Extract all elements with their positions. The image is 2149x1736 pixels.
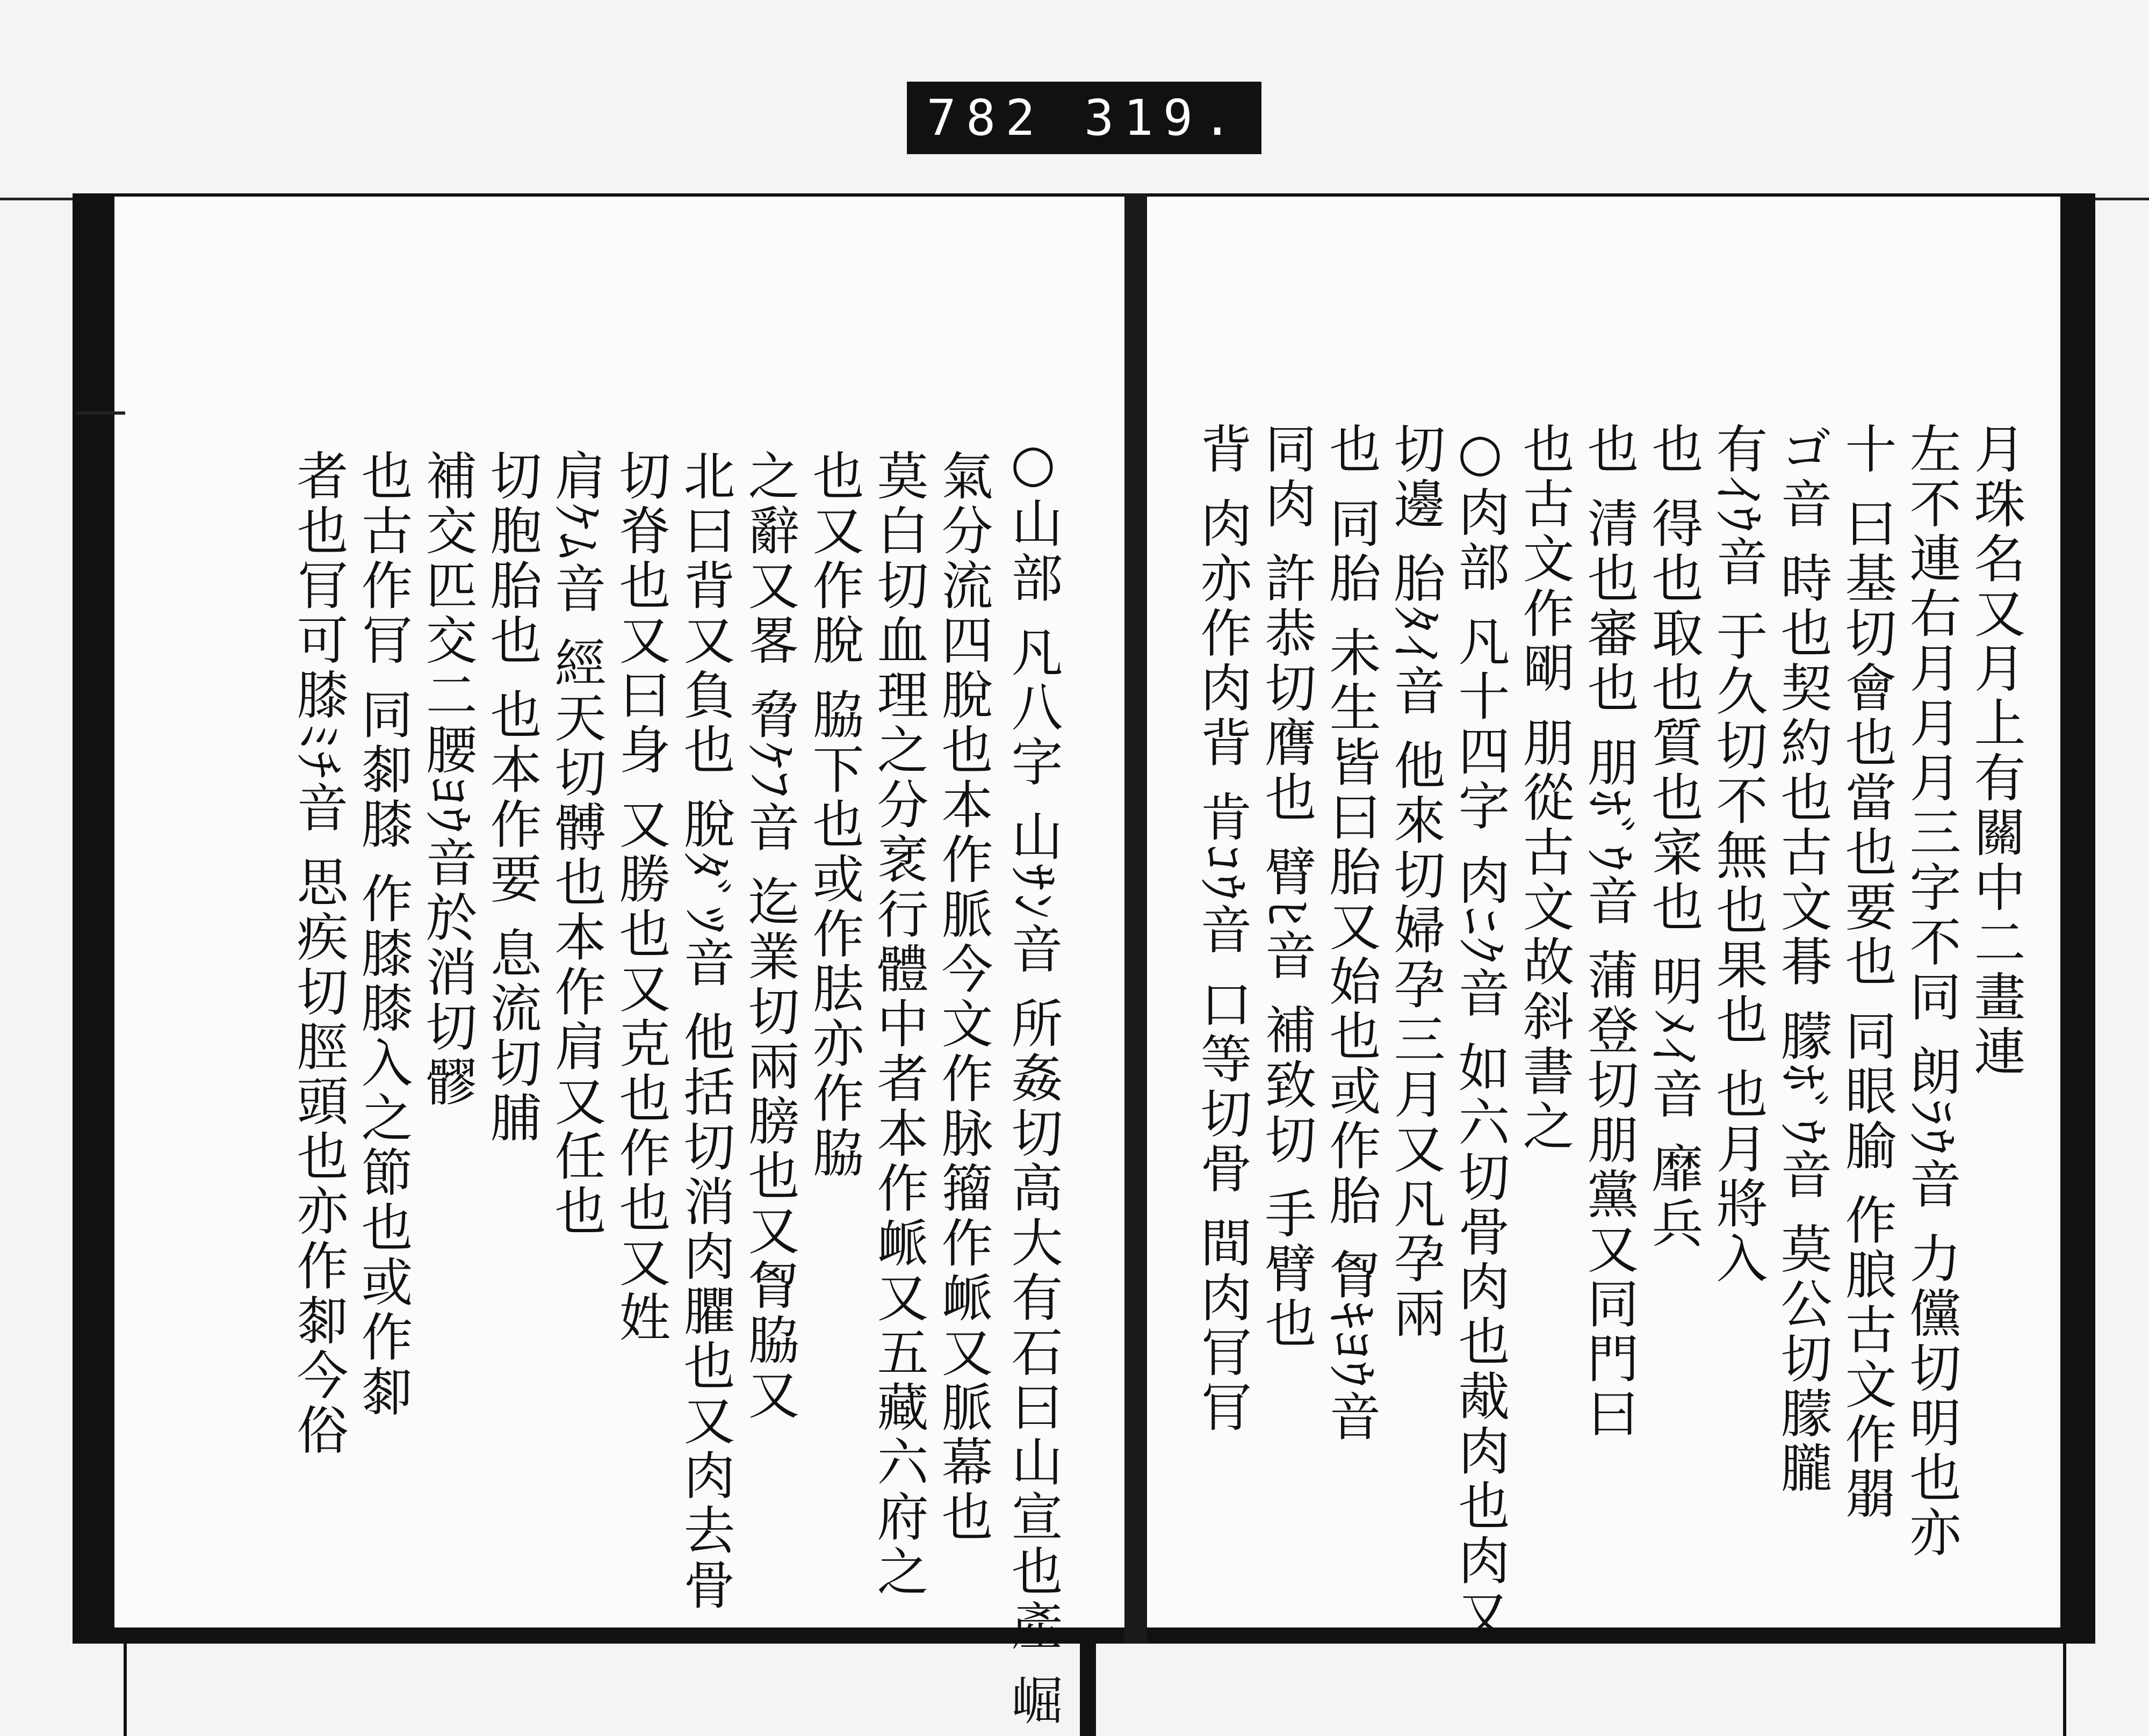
right-col-10: 切邊 胎ﾀｲ音 他來切婦孕三月又凡孕兩 (1386, 422, 1446, 1342)
right-col-8: 也古文作朙 朋從古文故斜書之 (1515, 422, 1575, 1154)
left-col-5: 肩ｹﾑ音 經天切髆也本作肩又任也 (546, 449, 607, 1239)
right-col-2: 左不連右月月月三字不同 朗ﾗｳ音 力儻切明也亦 (1901, 422, 1961, 1561)
left-col-2: 也古作肎 同厀膝 作膝膝入之節也或作厀 (353, 449, 413, 1420)
left-col-8: 之辭又畧 脅ｹﾌ音 迄業切兩膀也又胷脇又 (740, 449, 800, 1423)
open-book (73, 193, 2095, 1729)
left-col-6: 切脊也又曰身 又勝也又克也作也又姓 (611, 449, 671, 1346)
right-col-9: ○肉部 凡十四字 肉ﾆｸ音 如六切骨肉也胾肉也肉又 (1450, 422, 1510, 1644)
book-stand-leg-left (124, 1644, 127, 1736)
left-col-9: 也又作脫 脇下也或作胠亦作脇 (804, 449, 864, 1181)
book-gutter (1124, 193, 1147, 1644)
left-col-3: 補交匹交二腰ﾖｳ音於消切髎 (417, 449, 478, 1110)
right-page (1147, 197, 2060, 1644)
left-col-1: 者也肎可膝ﾐﾁ音 思疾切脛頭也亦作厀今俗 (289, 449, 349, 1458)
right-col-11: 也 同胎 未生皆曰胎又始也或作胎 胷ｷﾖｳ音 (1321, 422, 1381, 1445)
right-col-3: 十 曰基切會也當也要也 同眼腧 作朖古文作朤 (1837, 422, 1897, 1522)
catalog-label: 782 319. (907, 82, 1261, 154)
left-col-12: ○山部 凡八字 山ｻﾝ音 所姦切高大有石曰山宣也產 崛 (1003, 433, 1063, 1729)
right-col-1: 月珠名又月上有關中二畫連 (1966, 422, 2026, 1080)
right-col-5: 有ｲｳ音 于久切不無也果也 也月將入 (1708, 422, 1768, 1287)
left-page (114, 197, 1124, 1729)
right-col-12: 同肉 許恭切膺也 臂ﾋ音 補致切 手臂也 (1257, 422, 1317, 1352)
left-col-10: 莫白切血理之分衺行體中者本作衇又五藏六府之 (869, 449, 929, 1600)
left-col-4: 切胞胎也 也本作要 息流切脯 (482, 449, 542, 1146)
right-col-13: 背 肉亦作肉背 肯ｺｳ音 口等切骨 間肉肎肎 (1192, 422, 1252, 1436)
right-col-6: 也 得也取也質也寀也 明ﾒｲ音 靡兵 (1643, 422, 1704, 1252)
left-col-7: 北曰背又負也 脫ﾀﾞﾂ音 他括切消肉臞也又肉去骨 (675, 449, 735, 1614)
right-col-7: 也 清也審也 朋ﾎﾞｳ音 蒲登切朋黨又同門曰 (1579, 422, 1639, 1442)
right-col-4: ゴ音 時也契約也古文朞 朦ﾎﾞｳ音 莫公切朦朧 (1772, 422, 1833, 1496)
page-tick-mark (77, 411, 125, 415)
book-stand-leg-right (2063, 1644, 2066, 1736)
book-stand-leg-center (1080, 1644, 1096, 1736)
left-col-11: 氣分流四脫也本作脈今文作脉籀作衇又脈幕也 (933, 449, 993, 1545)
